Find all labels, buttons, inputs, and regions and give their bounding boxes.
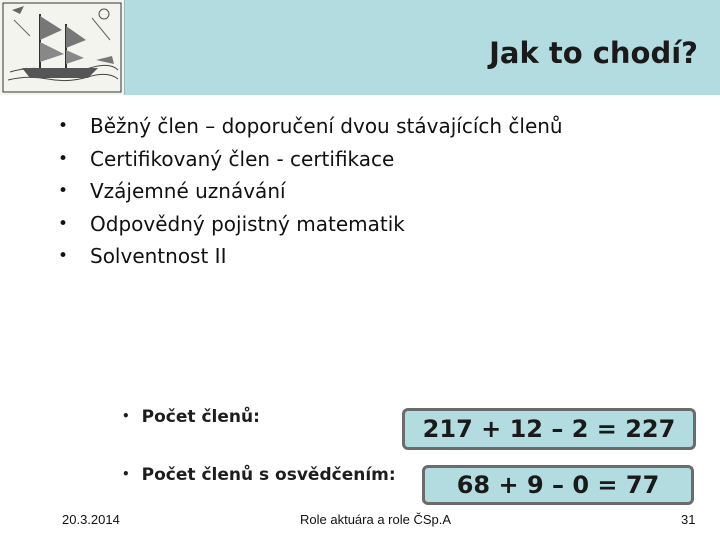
member-count-label (122, 407, 260, 427)
bullet-item (58, 240, 563, 273)
bullet-item (58, 208, 563, 241)
bullet-glyph: • (58, 246, 69, 266)
stat-bullet-glyph: • (122, 467, 130, 481)
bullet-glyph: • (58, 148, 69, 169)
bullet-item (58, 175, 563, 208)
bullet-text: Odpovědný pojistný matematik (90, 211, 405, 236)
stat-bullet-glyph: • (122, 409, 130, 423)
slide-title: Jak to chodí? (489, 36, 698, 70)
bullet-item (58, 143, 563, 176)
bullet-list (58, 110, 563, 273)
footer-date: 20.3.2014 (62, 512, 120, 527)
member-count-box (402, 408, 696, 450)
bullet-text: Běžný člen – doporučení dvou stávajících členů (90, 114, 563, 138)
bullet-text: Certifikovaný člen - certifikace (90, 146, 395, 171)
certified-count-label-text: Počet členů s osvědčením: (141, 465, 396, 485)
member-count-label-text: Počet členů: (141, 407, 260, 427)
page-number: 31 (681, 512, 696, 527)
footer-center-text: Role aktuára a role ČSp.A (300, 512, 452, 527)
bullet-glyph: • (58, 181, 69, 201)
sailing-ship-logo-icon (0, 0, 125, 95)
bullet-item (58, 110, 563, 143)
member-count-formula: 217 + 12 – 2 = 227 (422, 415, 676, 443)
certified-count-formula: 68 + 9 – 0 = 77 (456, 471, 660, 499)
bullet-glyph: • (58, 213, 69, 234)
certified-count-label (122, 465, 396, 485)
certified-count-box (422, 465, 694, 505)
bullet-text: Solventnost II (90, 244, 227, 268)
bullet-glyph: • (58, 116, 69, 136)
bullet-text: Vzájemné uznávání (90, 179, 286, 203)
